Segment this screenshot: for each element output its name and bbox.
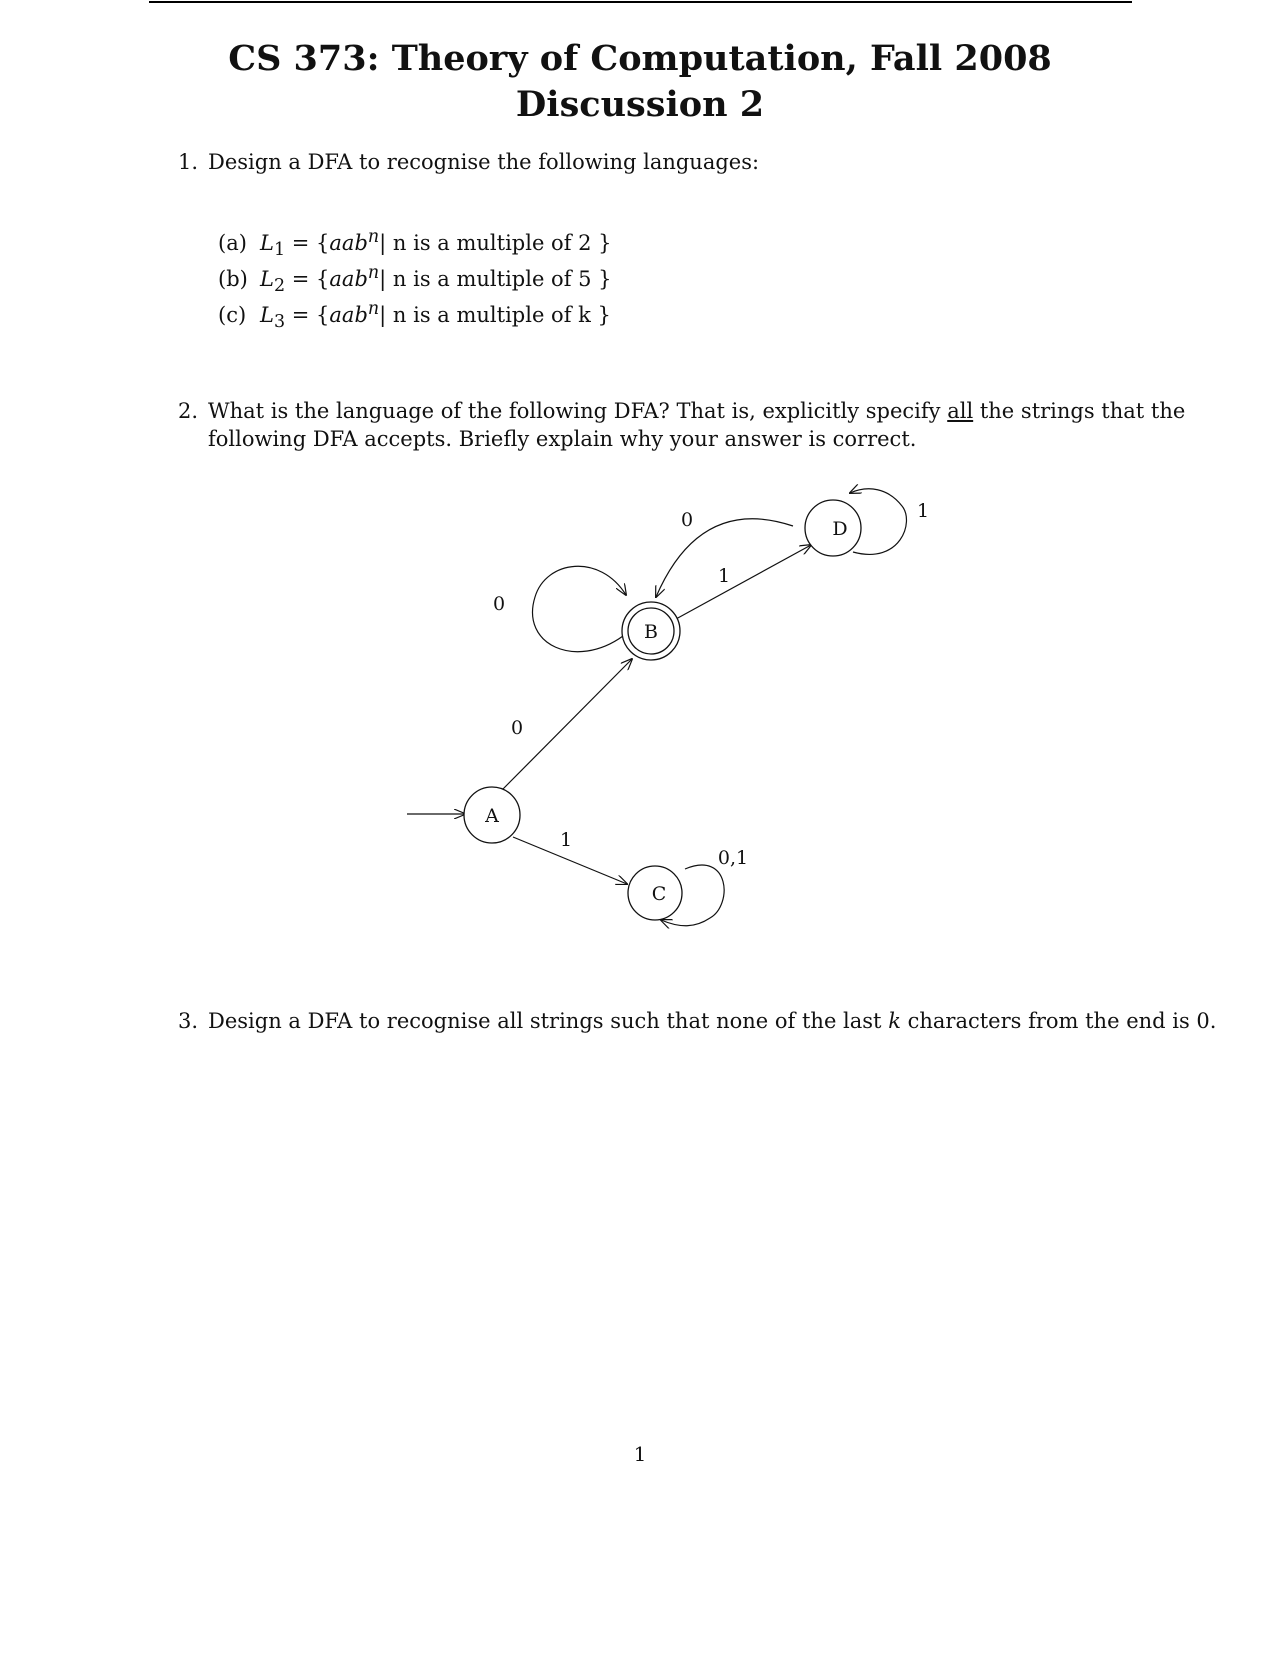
label-a-to-c: 1 (559, 829, 573, 851)
question-3-text (208, 1007, 1216, 1035)
label-b-to-d: 1 (717, 565, 731, 587)
question-3 (178, 1007, 1278, 1037)
edge-b-to-d (676, 545, 811, 619)
equals: = { (285, 267, 330, 291)
lang-symbol: L (260, 231, 274, 255)
label-d-to-b: 0 (680, 509, 694, 531)
loop-b (533, 566, 626, 651)
equals: = { (285, 231, 330, 255)
q3-pre: Design a DFA to recognise all strings such that none of the last (208, 1009, 889, 1033)
q3-k: k (888, 1009, 901, 1033)
document-title: CS 373: Theory of Computation, Fall 2008 (228, 38, 1052, 79)
label-a-to-b: 0 (510, 717, 524, 739)
page-number: 1 (633, 1442, 647, 1466)
question-1a (218, 223, 612, 264)
question-2-text (208, 397, 1185, 453)
label-c-loop: 0,1 (717, 847, 749, 869)
lang-symbol: L (260, 267, 274, 291)
question-1-number: 1. (178, 150, 199, 174)
lang-subscript: 3 (273, 312, 286, 333)
q2-line1-post: the strings that the (973, 399, 1186, 423)
condition: | n is a multiple of k } (379, 303, 611, 327)
question-3-number: 3. (178, 1009, 199, 1033)
state-b (622, 602, 680, 660)
state-d-label: D (832, 518, 848, 540)
label-b-loop: 0 (492, 593, 506, 615)
q3-post: characters from the end is 0. (900, 1009, 1217, 1033)
lang-symbol: L (260, 303, 274, 327)
lang-subscript: 1 (273, 240, 286, 261)
question-1b (218, 259, 612, 300)
q2-line1-pre: What is the language of the following DFA? That is, explicitly specify (208, 399, 948, 423)
equals: = { (285, 303, 330, 327)
label-d-loop: 1 (916, 500, 930, 522)
document-subtitle: Discussion 2 (515, 84, 765, 125)
question-1-text: Design a DFA to recognise the following languages: (208, 150, 760, 174)
question-2-number: 2. (178, 399, 199, 423)
lang-subscript: 2 (273, 276, 286, 297)
string-expr: aab (329, 303, 368, 327)
top-rule (149, 1, 1132, 3)
item-label: (c) (218, 303, 247, 327)
question-1 (178, 148, 1178, 178)
q2-underlined-word: all (947, 399, 974, 423)
item-label: (a) (218, 231, 247, 255)
condition: | n is a multiple of 5 } (379, 267, 612, 291)
q2-line2: following DFA accepts. Briefly explain why your answer is correct. (208, 427, 917, 451)
string-expr: aab (329, 267, 368, 291)
exponent: n (367, 299, 380, 319)
question-2 (178, 397, 1186, 457)
state-b-label: B (644, 621, 658, 643)
item-label: (b) (218, 267, 248, 291)
state-c-label: C (651, 883, 667, 905)
state-a-label: A (485, 805, 499, 827)
exponent: n (367, 227, 380, 247)
dfa-diagram (380, 480, 940, 950)
exponent: n (367, 263, 380, 283)
question-1c (218, 295, 611, 336)
string-expr: aab (329, 231, 368, 255)
state-a (464, 787, 520, 843)
state-c (628, 866, 682, 920)
state-d (805, 500, 861, 556)
condition: | n is a multiple of 2 } (379, 231, 612, 255)
